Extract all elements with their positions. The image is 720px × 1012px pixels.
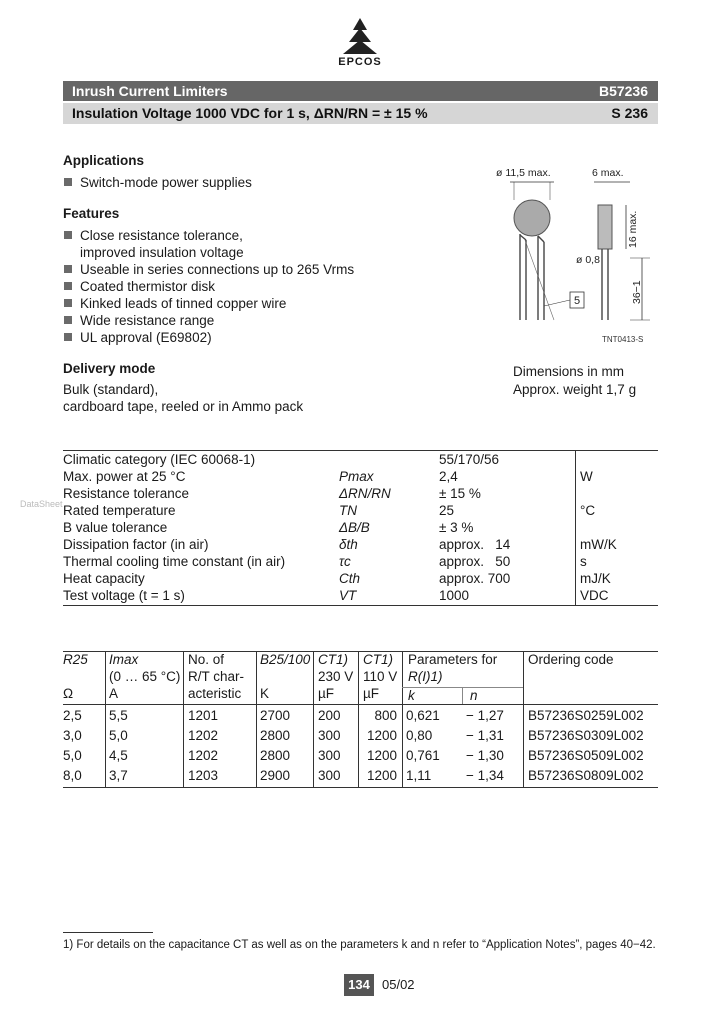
- list-item: Wide resistance range: [63, 312, 483, 329]
- page-date: 05/02: [382, 977, 415, 992]
- epcos-logo: [330, 14, 390, 70]
- footnote: 1) For details on the capacitance CT as well as on the parameters k and n refer to “Application Notes”, pages 40−42.: [63, 939, 656, 951]
- delivery-line-1: Bulk (standard),: [63, 382, 159, 397]
- list-item: improved insulation voltage: [80, 245, 244, 260]
- applications-heading: Applications: [63, 153, 145, 168]
- subtitle: Insulation Voltage 1000 VDC for 1 s, ΔRN/RN = ± 15 %: [72, 105, 428, 121]
- diameter-label: ø 11,5 max.: [496, 167, 551, 179]
- subtitle-bar: [63, 103, 658, 124]
- delivery-heading: Delivery mode: [63, 361, 156, 376]
- pitch-label: 5: [574, 295, 581, 307]
- spec-unit-divider: [575, 450, 576, 606]
- series: S 236: [611, 105, 648, 121]
- part-family: B57236: [598, 83, 648, 99]
- list-item: UL approval (E69802): [63, 329, 483, 346]
- dimension-drawing: [490, 160, 660, 350]
- category-title: Inrush Current Limiters: [72, 83, 228, 99]
- list-item: Close resistance tolerance,: [63, 227, 483, 244]
- list-item: Useable in series connections up to 265 Vrms: [63, 261, 483, 278]
- thermistor-disk-icon: [514, 200, 550, 236]
- weight-note: Approx. weight 1,7 g: [513, 382, 637, 397]
- lead-length-label: 36−1: [631, 280, 643, 304]
- spec-table-top-rule: [63, 450, 658, 451]
- width-label: 6 max.: [592, 167, 624, 179]
- drawing-ref: TNT0413-S: [602, 335, 644, 344]
- brand-name: EPCOS: [338, 56, 382, 68]
- features-heading: Features: [63, 206, 120, 221]
- page-number: 134: [344, 974, 374, 996]
- lead-diameter-label: ø 0,8: [576, 254, 600, 266]
- spec-table-bottom-rule: [63, 605, 658, 606]
- applications-list: [63, 174, 252, 191]
- list-item: Coated thermistor disk: [63, 278, 483, 295]
- epcos-logo-mark: [330, 14, 390, 56]
- thermistor-side-icon: [598, 205, 612, 249]
- footnote-rule: [63, 932, 153, 933]
- order-table-bottom-rule: [63, 787, 658, 788]
- dimensions-note: Dimensions in mm: [513, 364, 625, 379]
- watermark: DataSheet: [20, 499, 63, 509]
- height-label: 16 max.: [627, 210, 639, 248]
- delivery-line-2: cardboard tape, reeled or in Ammo pack: [63, 399, 304, 414]
- title-bar: [63, 81, 658, 101]
- order-table-header-rule: [63, 704, 658, 705]
- list-item: Switch-mode power supplies: [63, 174, 252, 191]
- list-item: Kinked leads of tinned copper wire: [63, 295, 483, 312]
- features-list: [63, 227, 483, 346]
